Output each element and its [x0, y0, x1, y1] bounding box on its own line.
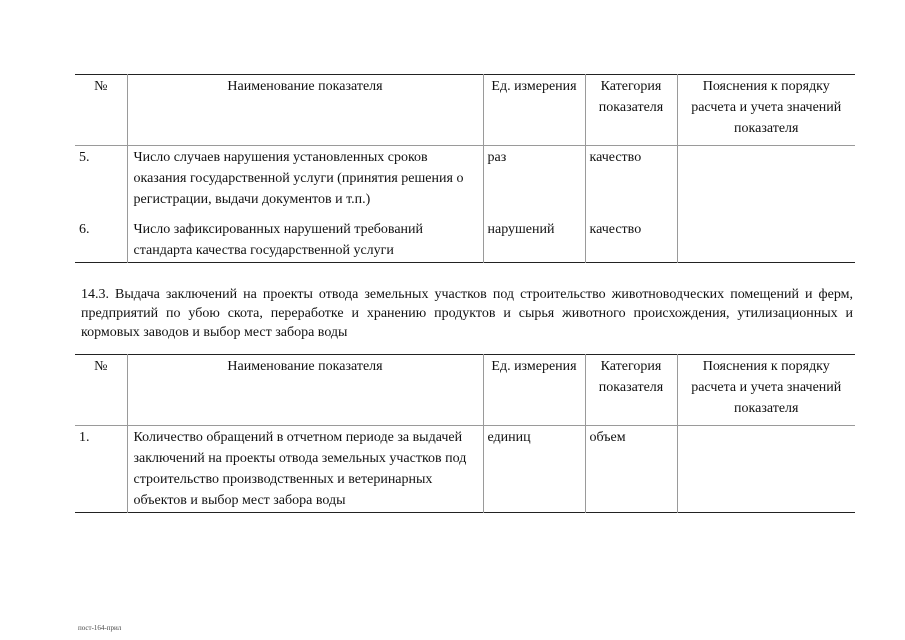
indicators-table-2 [75, 354, 855, 513]
indicators-table-1 [75, 74, 855, 263]
header-number: № [75, 75, 127, 146]
header-indicator-name: Наименование показателя [127, 75, 483, 146]
header-notes: Пояснения к порядку расчета и учета значений показателя [677, 355, 855, 426]
row-number: 5. [75, 146, 127, 212]
row-number: 1. [75, 426, 127, 513]
header-unit: Ед. измерения [483, 355, 585, 426]
row-notes [677, 426, 855, 513]
row-category: качество [585, 211, 677, 263]
row-category: объем [585, 426, 677, 513]
table-row [75, 211, 855, 263]
section-heading: 14.3. Выдача заключений на проекты отвода земельных участков под строительство животноводческих помещений и ферм, предприятий по убою скота, переработке и хранению продуктов и сырья животного происхождения, утилизационных и кормовых заводов и выбор мест забора воды [81, 287, 853, 340]
table-header-row [75, 355, 855, 426]
row-unit: нарушений [483, 211, 585, 263]
row-number: 6. [75, 211, 127, 263]
header-number: № [75, 355, 127, 426]
row-unit: раз [483, 146, 585, 212]
row-notes [677, 146, 855, 212]
row-indicator-name: Число случаев нарушения установленных сроков оказания государственной услуги (принятия решения о регистрации, выдачи документов и т.п.) [127, 146, 483, 212]
footer-file-label: пост-164-прил [78, 624, 122, 632]
header-notes: Пояснения к порядку расчета и учета значений показателя [677, 75, 855, 146]
header-indicator-name: Наименование показателя [127, 355, 483, 426]
table-header-row [75, 75, 855, 146]
table-row [75, 146, 855, 212]
row-unit: единиц [483, 426, 585, 513]
table-row [75, 426, 855, 513]
header-category: Категория показателя [585, 75, 677, 146]
row-category: качество [585, 146, 677, 212]
header-category: Категория показателя [585, 355, 677, 426]
header-unit: Ед. измерения [483, 75, 585, 146]
row-notes [677, 211, 855, 263]
row-indicator-name: Число зафиксированных нарушений требований стандарта качества государственной услуги [127, 211, 483, 263]
row-indicator-name: Количество обращений в отчетном периоде за выдачей заключений на проекты отвода земельных участков под строительство производственных и ветеринарных объектов и выбор мест забора воды [127, 426, 483, 513]
